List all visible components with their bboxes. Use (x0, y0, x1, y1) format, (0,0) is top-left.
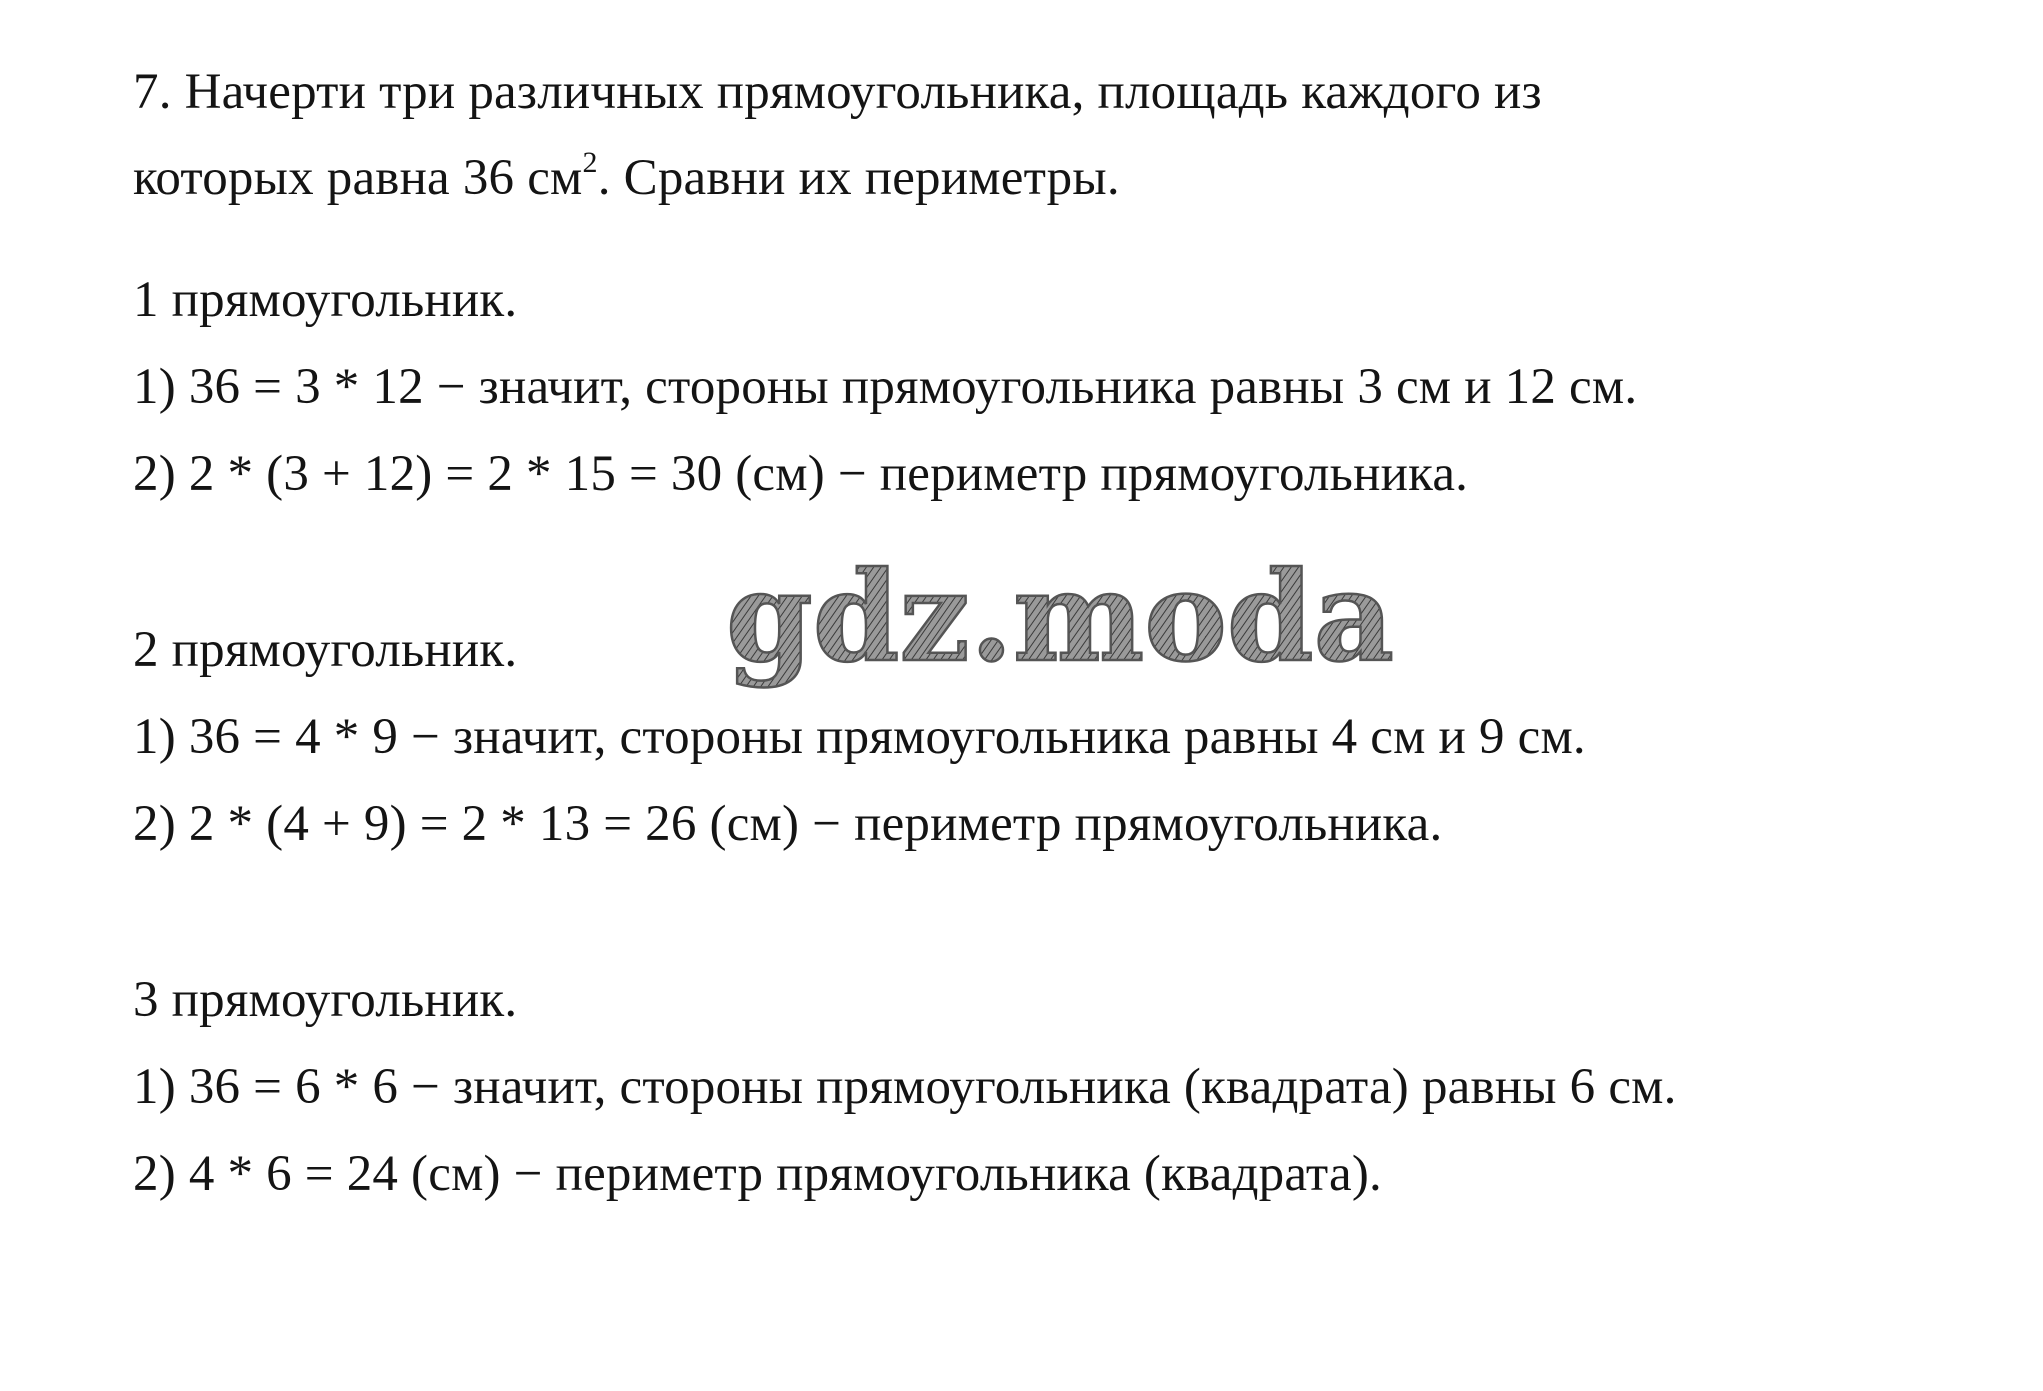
rect1-step2: 2) 2 * (3 + 12) = 2 * 15 = 30 (см) − периметр прямоугольника. (133, 446, 1469, 502)
rect1-title: 1 прямоугольник. (133, 272, 518, 328)
task-line-2-text: которых равна 36 см (133, 150, 583, 206)
rect3-step2: 2) 4 * 6 = 24 (см) − периметр прямоугольника (квадрата). (133, 1146, 1382, 1202)
superscript-squared: 2 (582, 146, 598, 179)
watermark-logo (718, 545, 1394, 698)
rect3-step1: 1) 36 = 6 * 6 − значит, стороны прямоугольника (квадрата) равны 6 см. (133, 1059, 1677, 1115)
task-line-1: 7. Начерти три различных прямоугольника, площадь каждого из (133, 64, 1542, 120)
task-line-2 (133, 148, 1120, 208)
rect2-step1: 1) 36 = 4 * 9 − значит, стороны прямоугольника равны 4 см и 9 см. (133, 709, 1586, 765)
rect1-step1: 1) 36 = 3 * 12 − значит, стороны прямоугольника равны 3 см и 12 см. (133, 359, 1638, 415)
watermark-text: gdz.moda (726, 545, 1394, 690)
task-line-2-tail: . Сравни их периметры. (597, 150, 1120, 206)
rect2-title: 2 прямоугольник. (133, 622, 518, 678)
rect2-step2: 2) 2 * (4 + 9) = 2 * 13 = 26 (см) − периметр прямоугольника. (133, 796, 1443, 852)
rect3-title: 3 прямоугольник. (133, 972, 518, 1028)
